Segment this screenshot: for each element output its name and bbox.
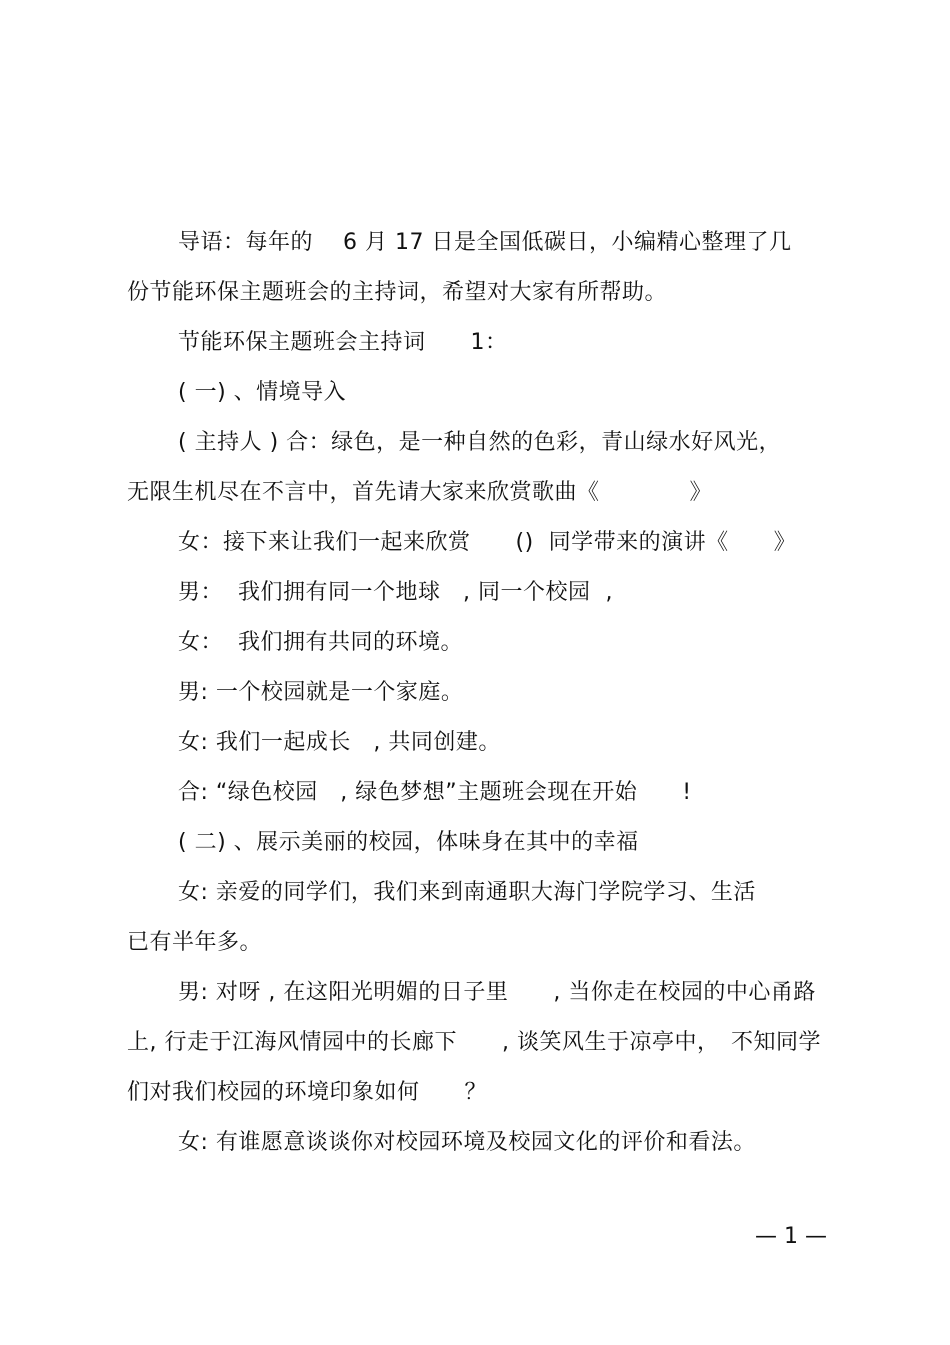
- dialogue-male-2: 男: 一个校园就是一个家庭。: [178, 680, 464, 705]
- dialogue-female-5: 女: 有谁愿意谈谈你对校园环境及校园文化的评价和看法。: [178, 1130, 756, 1155]
- dialogue-female-3: 女: 我们一起成长 , 共同创建。: [178, 730, 501, 755]
- dialogue-male-3-line-3: 们对我们校园的环境印象如何 ？: [127, 1080, 488, 1105]
- subheading-show-campus: ( 二) 、展示美丽的校园，体味身在其中的幸福: [178, 830, 639, 855]
- dialogue-female-2: 女： 我们拥有共同的环境。: [178, 630, 463, 655]
- paragraph-intro-line-2: 份节能环保主题班会的主持词，希望对大家有所帮助。: [127, 280, 668, 305]
- dialogue-together: 合: “绿色校园 , 绿色梦想”主题班会现在开始 !: [178, 780, 692, 805]
- subheading-scene-intro: ( 一) 、情境导入: [178, 380, 347, 405]
- dialogue-female-1: 女：接下来让我们一起来欣赏 () 同学带来的演讲《 》: [178, 530, 797, 555]
- dialogue-male-3-line-2: 上, 行走于江海风情园中的长廊下 , 谈笑风生于凉亭中， 不知同学: [127, 1030, 821, 1055]
- page-number: — 1 —: [755, 1224, 827, 1249]
- dialogue-female-4-line-1: 女: 亲爱的同学们，我们来到南通职大海门学院学习、生活: [178, 880, 756, 905]
- dialogue-female-4-line-2: 已有半年多。: [127, 930, 263, 955]
- section-heading-1: 节能环保主题班会主持词 1：: [178, 330, 508, 355]
- paragraph-host-line-2: 无限生机尽在不言中，首先请大家来欣赏歌曲《 》: [127, 480, 713, 505]
- paragraph-host-line-1: ( 主持人 ) 合：绿色，是一种自然的色彩，青山绿水好风光，: [178, 430, 782, 455]
- paragraph-intro-line-1: 导语：每年的 6 月 17 日是全国低碳日，小编精心整理了几: [178, 230, 792, 255]
- dialogue-male-1: 男： 我们拥有同一个地球 , 同一个校园 ,: [178, 580, 613, 605]
- dialogue-male-3-line-1: 男: 对呀 , 在这阳光明媚的日子里 , 当你走在校园的中心甬路: [178, 980, 816, 1005]
